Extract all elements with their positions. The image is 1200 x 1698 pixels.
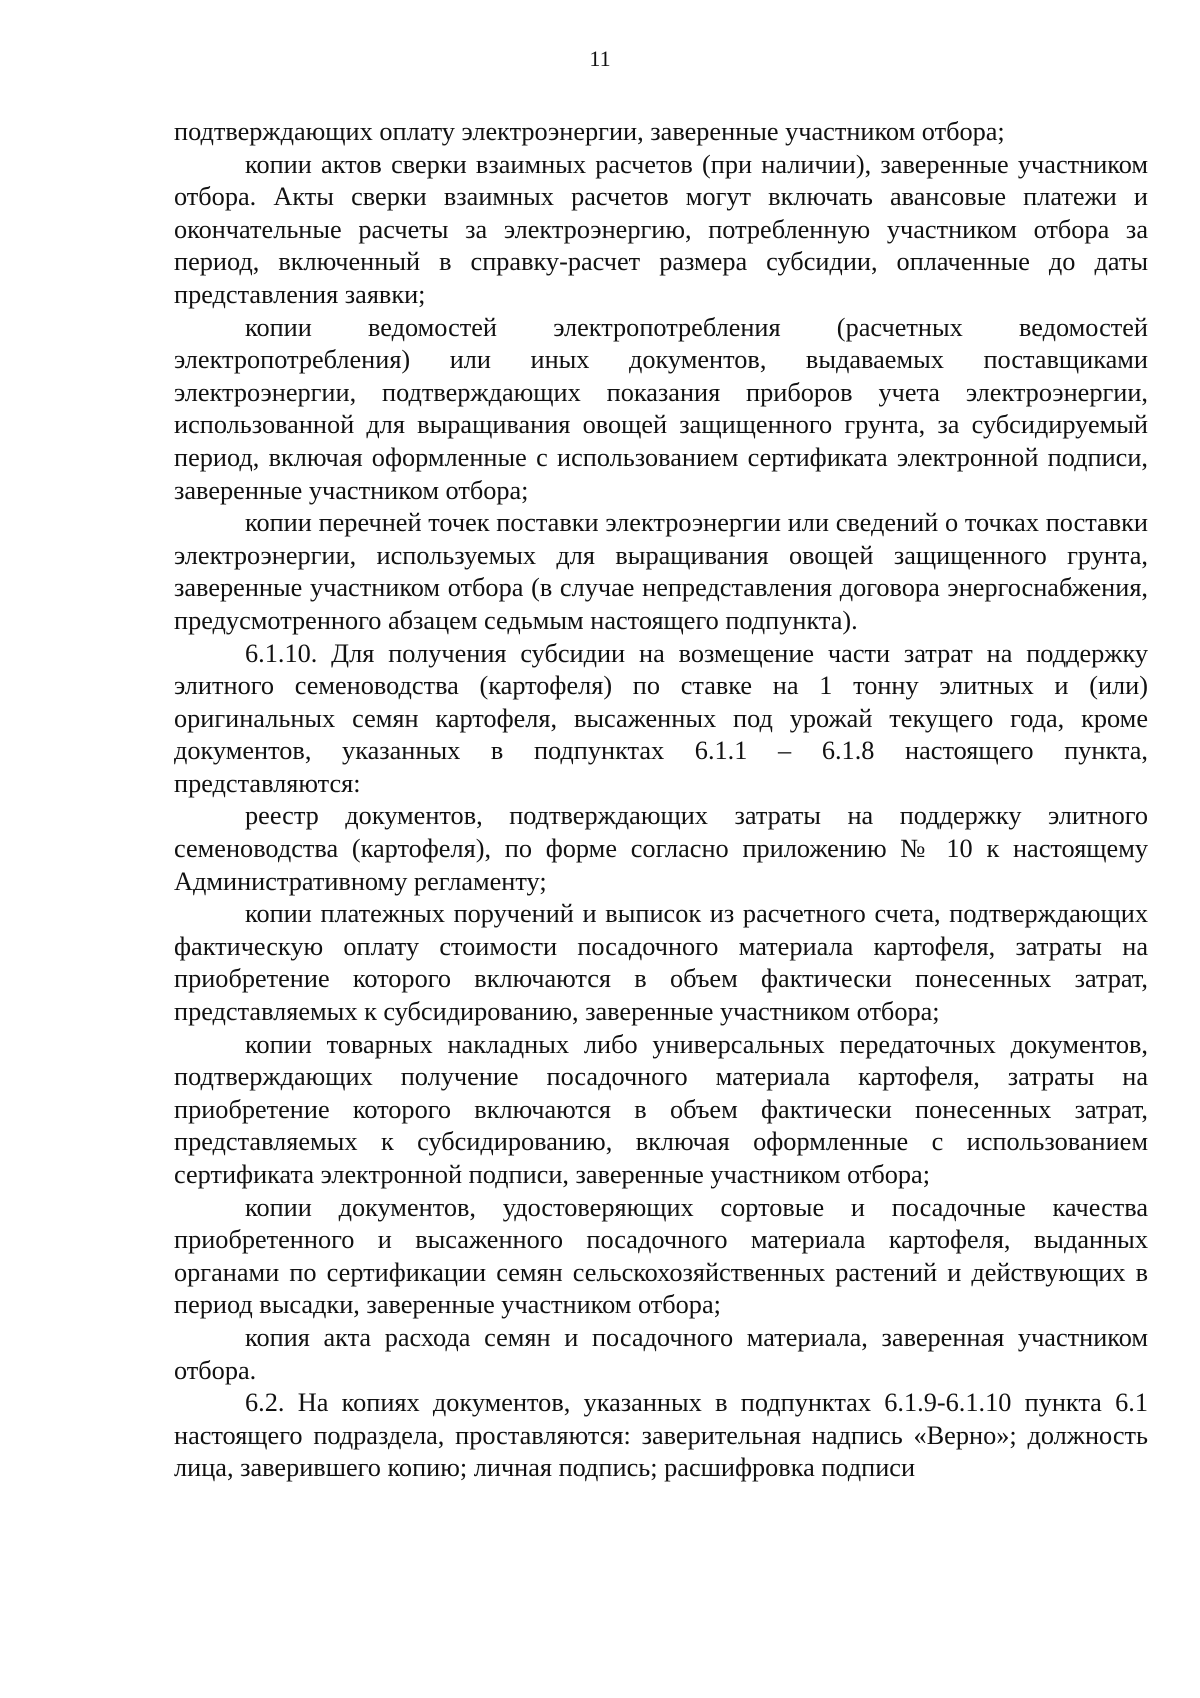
paragraph-quality-documents: копии документов, удостоверяющих сортовые и посадочные качества приобретенного и высаженного посадочного материала картофеля, выданных органами по сертификации семян сельскохозяйственных растений и действующих в период высадки, заверенные участником отбора; xyxy=(174,1192,1148,1320)
document-body xyxy=(174,116,1148,1485)
paragraph-payment-orders: копии платежных поручений и выписок из расчетного счета, подтверждающих фактическую оплату стоимости посадочного материала картофеля, затраты на приобретение которого включаются в объем фактически понесенных затрат, представляемых к субсидированию, заверенные участником отбора; xyxy=(174,899,1148,1027)
paragraph-registry: реестр документов, подтверждающих затраты на поддержку элитного семеноводства (картофеля), по форме согласно приложению № 10 к настоящему Административному регламенту; xyxy=(174,801,1148,896)
paragraph-6-2: 6.2. На копиях документов, указанных в подпунктах 6.1.9-6.1.10 пункта 6.1 настоящего подраздела, проставляются: заверительная надпись «Верно»; должность лица, заверившего копию; личная подпись; расшифровка подписи xyxy=(174,1388,1148,1483)
paragraph-waybills: копии товарных накладных либо универсальных передаточных документов, подтверждающих получение посадочного материала картофеля, затраты на приобретение которого включаются в объем фактически понесенных затрат, представляемых к субсидированию, включая оформленные с использованием сертификата электронной подписи, заверенные участником отбора; xyxy=(174,1029,1148,1189)
page-number: 11 xyxy=(589,46,611,71)
paragraph-continuation: подтверждающих оплату электроэнергии, заверенные участником отбора; xyxy=(174,117,1005,146)
paragraph-consumption-statements: копии ведомостей электропотребления (расчетных ведомостей электропотребления) или иных документов, выдаваемых поставщиками электроэнергии, подтверждающих показания приборов учета электроэнергии, использованной для выращивания овощей защищенного грунта, за субсидируемый период, включая оформленные с использованием сертификата электронной подписи, заверенные участником отбора; xyxy=(174,312,1148,505)
paragraph-6-1-10: 6.1.10. Для получения субсидии на возмещение части затрат на поддержку элитного семеноводства (картофеля) по ставке на 1 тонну элитных и (или) оригинальных семян картофеля, высаженных под урожай текущего года, кроме документов, указанных в подпунктах 6.1.1 – 6.1.8 настоящего пункта, представляются: xyxy=(174,638,1148,798)
paragraph-delivery-points: копии перечней точек поставки электроэнергии или сведений о точках поставки электроэнергии, используемых для выращивания овощей защищенного грунта, заверенные участником отбора (в случае непредставления договора энергоснабжения, предусмотренного абзацем седьмым настоящего подпункта). xyxy=(174,508,1148,635)
paragraph-seed-expense-act: копия акта расхода семян и посадочного материала, заверенная участником отбора. xyxy=(174,1322,1148,1385)
paragraph-reconciliation-acts: копии актов сверки взаимных расчетов (при наличии), заверенные участником отбора. Акты сверки взаимных расчетов могут включать авансовые платежи и окончательные расчеты за электроэнергию, потребленную участником отбора за период, включенный в справку-расчет размера субсидии, оплаченные до даты представления заявки; xyxy=(174,149,1148,309)
